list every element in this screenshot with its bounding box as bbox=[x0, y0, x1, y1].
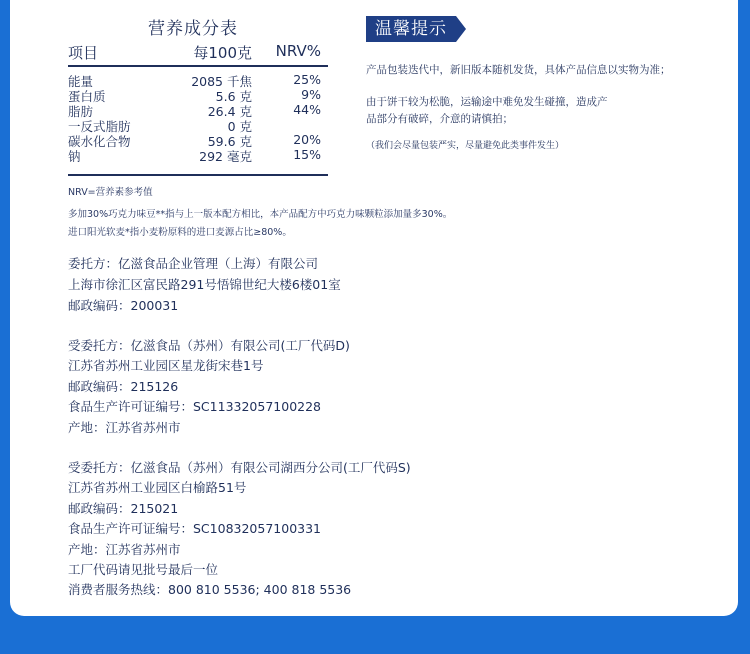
row-name: 一反式脂肪 bbox=[68, 119, 131, 134]
row-value: 2085 千焦 bbox=[191, 74, 252, 89]
row-nrv: 44% bbox=[293, 102, 321, 117]
agent1-postcode: 邮政编码：215126 bbox=[68, 379, 179, 394]
tip-line-1: 产品包装迭代中，新旧版本随机发货，具体产品信息以实物为准； bbox=[366, 64, 671, 76]
agent1-name: 受委托方：亿滋食品（苏州）有限公司(工厂代码D) bbox=[68, 338, 350, 353]
tip-line-3: （我们会尽量包装严实，尽量避免此类事件发生） bbox=[366, 141, 565, 151]
row-name: 蛋白质 bbox=[68, 89, 106, 104]
principal-address: 上海市徐汇区富民路291号悟锦世纪大楼6楼01室 bbox=[68, 277, 341, 292]
agent1-address: 江苏省苏州工业园区星龙街宋巷1号 bbox=[68, 358, 264, 373]
tip-line-2a: 由于饼干较为松脆，运输途中难免发生碰撞，造成产 bbox=[366, 96, 608, 108]
row-value: 5.6 克 bbox=[215, 89, 252, 104]
bottom-strip bbox=[0, 624, 750, 654]
factory-code-note: 工厂代码请见批号最后一位 bbox=[68, 562, 219, 577]
agent2-origin: 产地：江苏省苏州市 bbox=[68, 542, 181, 557]
header-nrv: NRV% bbox=[275, 42, 321, 60]
row-nrv: 15% bbox=[293, 147, 321, 162]
table-rule-bottom bbox=[68, 174, 328, 176]
nrv-note: NRV=营养素参考值 bbox=[68, 187, 153, 198]
nutrition-table bbox=[68, 72, 328, 162]
row-value: 59.6 克 bbox=[207, 134, 252, 149]
table-row bbox=[68, 72, 328, 87]
header-per: 每100克 bbox=[193, 44, 252, 62]
row-name: 碳水化合物 bbox=[68, 134, 131, 149]
agent2-address: 江苏省苏州工业园区白榆路51号 bbox=[68, 480, 247, 495]
tips-title: 温馨提示 bbox=[366, 16, 456, 42]
agent2-license: 食品生产许可证编号：SC10832057100331 bbox=[68, 521, 322, 536]
row-value: 292 毫克 bbox=[199, 149, 252, 164]
row-nrv: 20% bbox=[293, 132, 321, 147]
table-row bbox=[68, 147, 328, 162]
service-hotline: 消费者服务热线：800 810 5536; 400 818 5536 bbox=[68, 582, 352, 597]
header-item: 项目 bbox=[68, 44, 99, 62]
table-row bbox=[68, 102, 328, 117]
row-nrv: 9% bbox=[301, 87, 321, 102]
row-name: 钠 bbox=[68, 149, 81, 164]
row-name: 脂肪 bbox=[68, 104, 94, 119]
agent2-name: 受委托方：亿滋食品（苏州）有限公司湖西分公司(工厂代码S) bbox=[68, 460, 411, 475]
agent1-origin: 产地：江苏省苏州市 bbox=[68, 420, 181, 435]
principal-name: 委托方：亿滋食品企业管理（上海）有限公司 bbox=[68, 256, 319, 271]
nutrition-title: 营养成分表 bbox=[148, 19, 238, 39]
row-nrv: 25% bbox=[293, 72, 321, 87]
table-row bbox=[68, 87, 328, 102]
table-rule-top bbox=[68, 65, 328, 67]
wheat-note: 进口阳光软麦*指小麦粉原料的进口麦源占比≥80%。 bbox=[68, 227, 292, 238]
tip-line-2b: 品部分有破碎，介意的请慎拍； bbox=[366, 113, 513, 125]
agent1-license: 食品生产许可证编号：SC11332057100228 bbox=[68, 399, 322, 414]
table-row bbox=[68, 117, 328, 132]
row-value: 26.4 克 bbox=[207, 104, 252, 119]
agent2-postcode: 邮政编码：215021 bbox=[68, 501, 179, 516]
row-name: 能量 bbox=[68, 74, 94, 89]
chocolate-note: 多加30%巧克力味豆**指与上一版本配方相比，本产品配方中巧克力味颗粒添加量多30%。 bbox=[68, 209, 453, 220]
table-row bbox=[68, 132, 328, 147]
nutrition-header bbox=[68, 42, 328, 66]
principal-postcode: 邮政编码：200031 bbox=[68, 298, 179, 313]
row-value: 0 克 bbox=[227, 119, 252, 134]
